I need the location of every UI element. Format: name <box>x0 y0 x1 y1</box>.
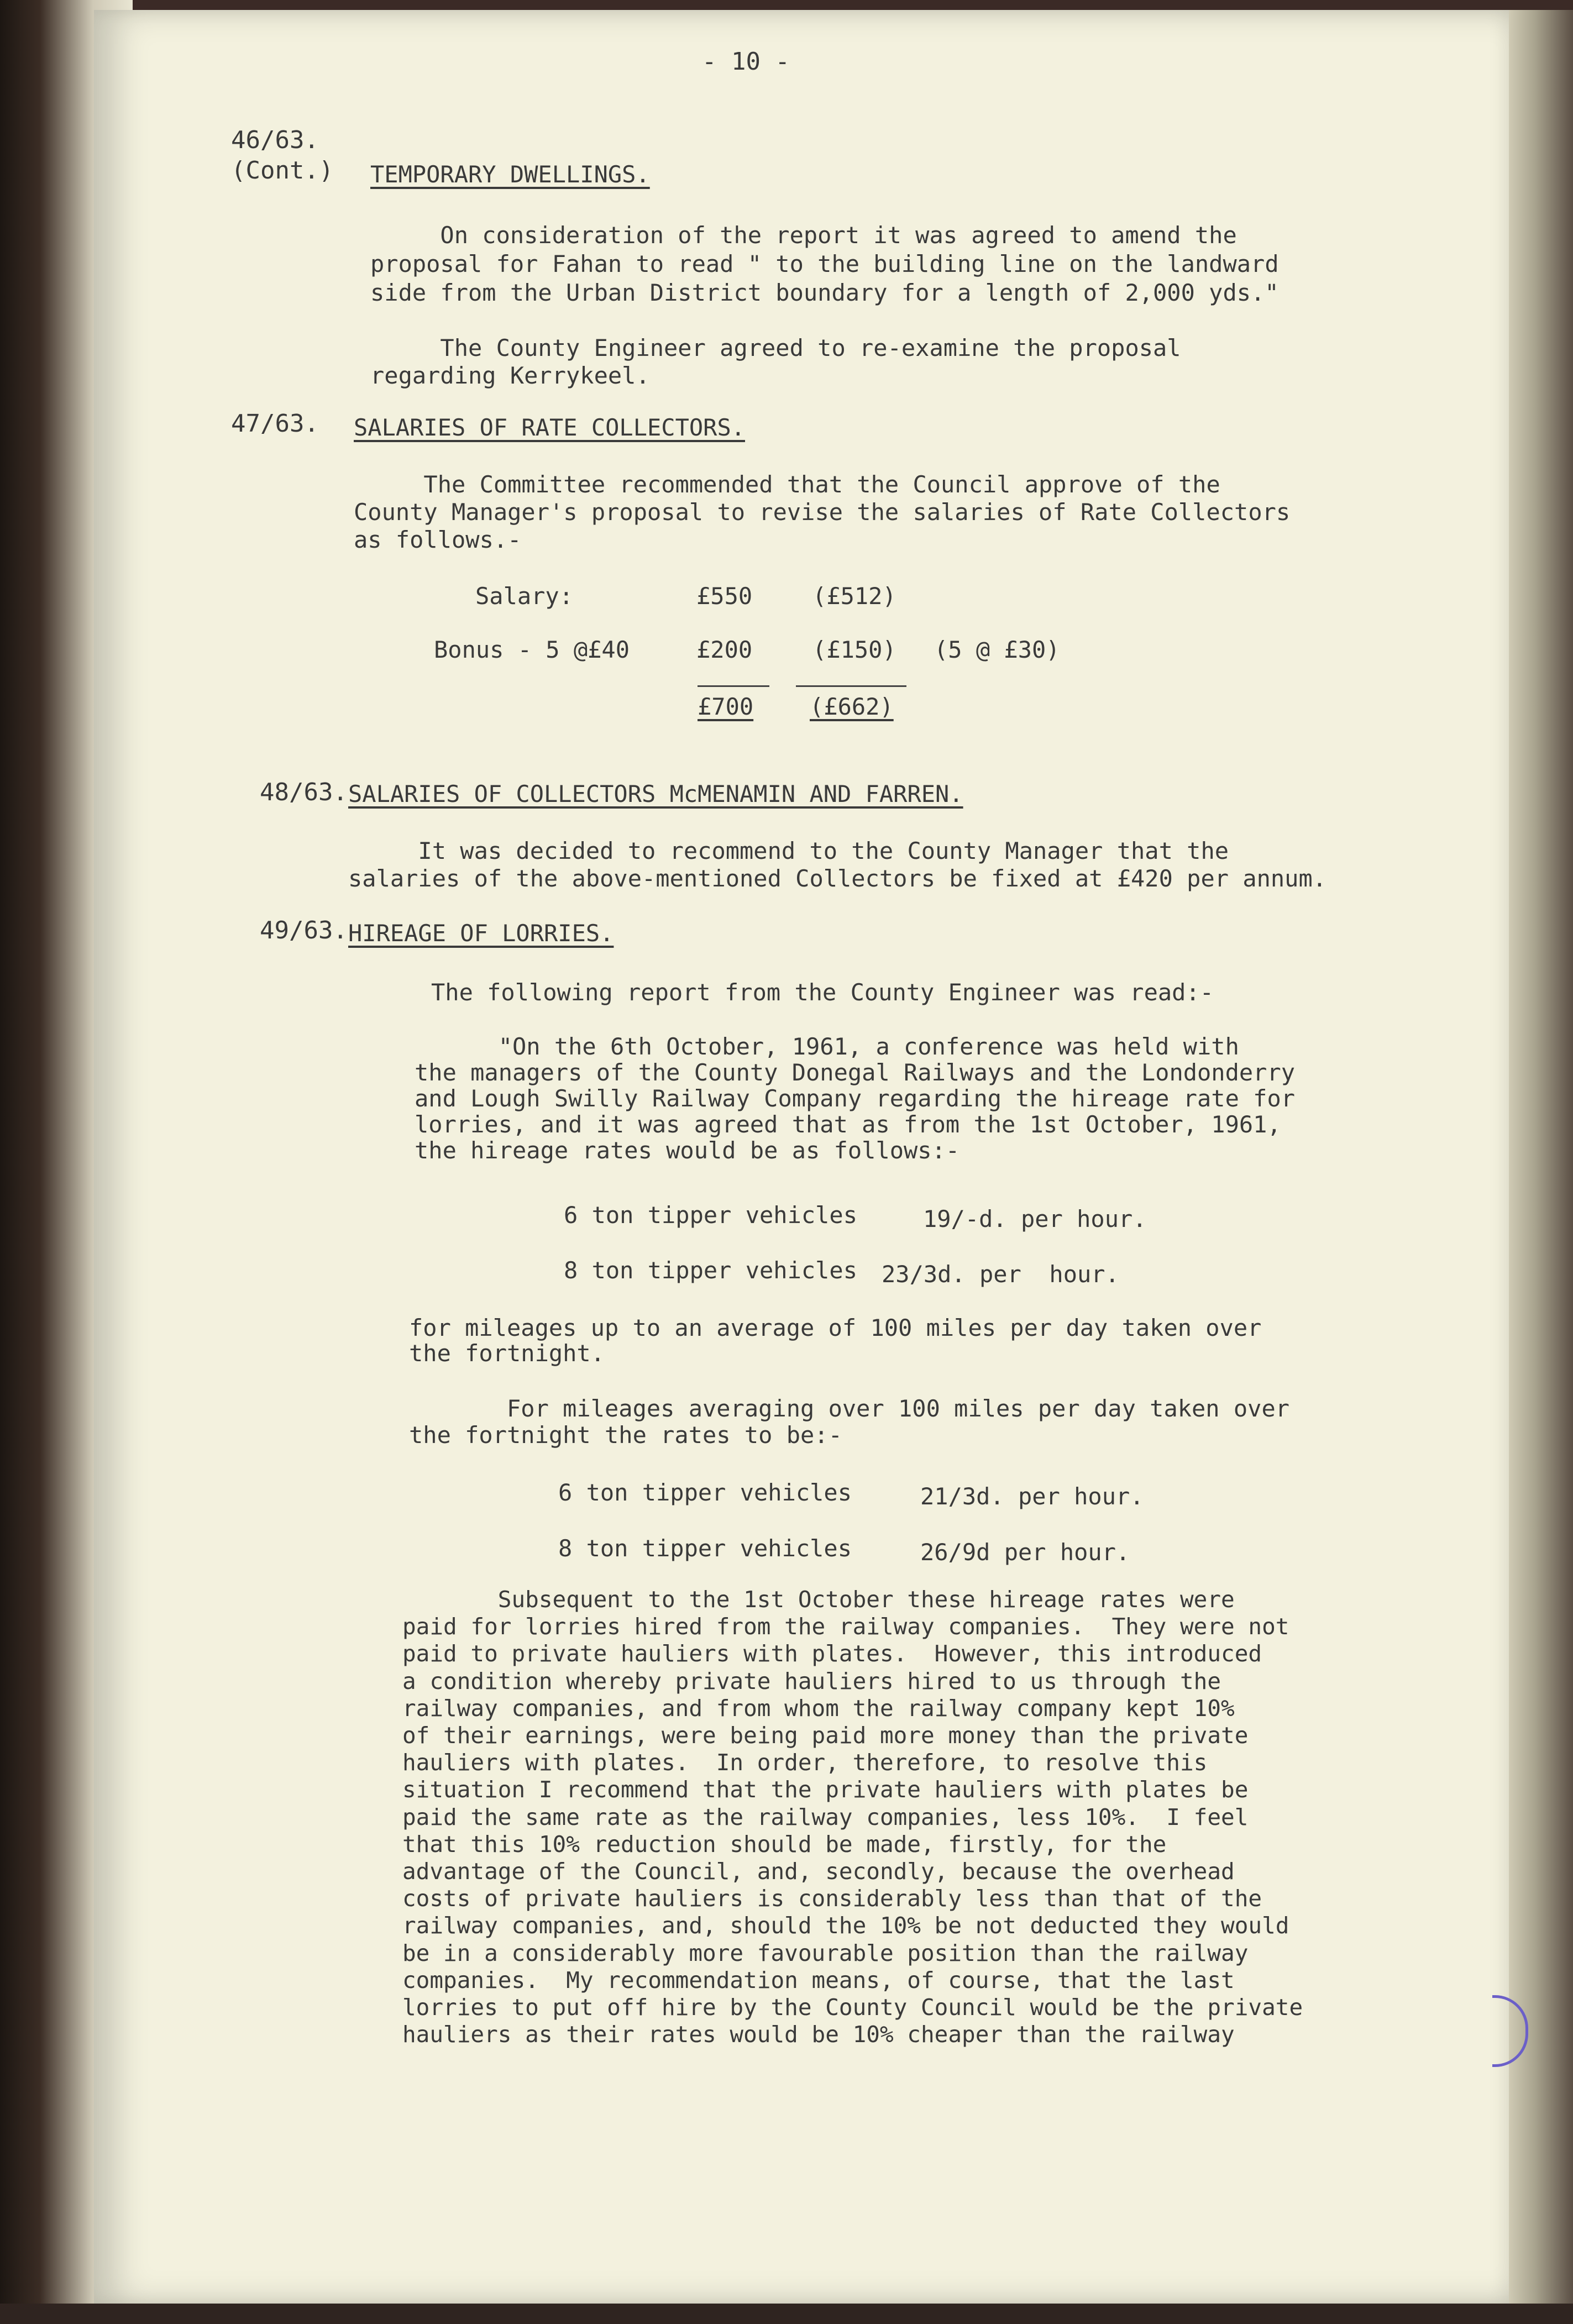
report-paragraph: for mileages up to an average of 100 miles per day taken over the fortnight. <box>409 1314 1262 1367</box>
rate-vehicle: 6 ton tipper vehicles <box>558 1479 852 1506</box>
paragraph: The County Engineer agreed to re-examine the proposal regarding Kerrykeel. <box>370 334 1181 389</box>
rate-vehicle: 8 ton tipper vehicles <box>564 1257 858 1284</box>
rate-value: 26/9d per hour. <box>920 1539 1130 1566</box>
paragraph: On consideration of the report it was agreed to amend the proposal for Fahan to read " to the building line on the landward side from the Urban District boundary for a length of 2,000 yds." <box>370 222 1279 306</box>
rate-vehicle: 6 ton tipper vehicles <box>564 1202 858 1229</box>
sum-rule <box>698 685 769 687</box>
item-heading: HIREAGE OF LORRIES. <box>348 920 614 947</box>
page-number: - 10 - <box>702 48 790 76</box>
paragraph: The Committee recommended that the Council approve of the County Manager's proposal to revise the salaries of Rate Collectors as follows.- <box>354 471 1291 553</box>
bonus-old-rate: (5 @ £30) <box>934 636 1060 663</box>
item-heading: TEMPORARY DWELLINGS. <box>370 161 650 188</box>
item-number: 48/63. <box>260 778 348 806</box>
sum-rule <box>796 685 906 687</box>
report-paragraph: "On the 6th October, 1961, a conference was held with the managers of the County Donegal Railways and the Londonderry and Lough Swilly Railway Company regarding the hireage rate for lorries, and it was agreed that as from the 1st October, 1961, the hireage rates would be as follows:- <box>415 1033 1296 1164</box>
item-heading: SALARIES OF RATE COLLECTORS. <box>354 414 746 441</box>
item-cont-label: (Cont.) <box>231 156 334 185</box>
item-number: 47/63. <box>231 410 319 438</box>
page-edge <box>1509 10 1573 2304</box>
rate-value: 21/3d. per hour. <box>920 1483 1144 1510</box>
item-heading: SALARIES OF COLLECTORS McMENAMIN AND FARREN. <box>348 780 963 807</box>
salary-new: £550 <box>696 583 753 610</box>
scan-top-edge <box>0 0 1573 10</box>
salary-label: Salary: <box>475 583 574 610</box>
bonus-label: Bonus - 5 @£40 <box>434 636 630 663</box>
total-old: (£662) <box>810 693 894 720</box>
total-new: £700 <box>698 693 754 720</box>
item-number: 49/63. <box>260 916 348 945</box>
report-paragraph: Subsequent to the 1st October these hireage rates were paid for lorries hired from the railway companies. They were not paid to private hauliers with plates. However, this introduced a condition whereby private hauliers hired to us through the railway companies, and from whom the railway company kept 10% of their earnings, were being paid more money than the private hauliers with plates. In order, therefore, to resolve this situation I recommend that the private hauliers with plates be paid the same rate as the railway companies, less 10%. I feel that this 10% reduction should be made, firstly, for the advantage of the Council, and, secondly, because the overhead costs of private hauliers is considerably less than that of the railway companies, and, should the 10% be not deducted they would be in a considerably more favourable position than the railway companies. My recommendation means, of course, that the last lorries to put off hire by the County Council would be the private hauliers as their rates would be 10% cheaper than the railway <box>402 1586 1303 2048</box>
rate-vehicle: 8 ton tipper vehicles <box>558 1535 852 1562</box>
scan-bottom-edge <box>0 2304 1573 2324</box>
rate-value: 19/-d. per hour. <box>923 1205 1147 1232</box>
bonus-new: £200 <box>696 636 753 663</box>
rate-value: 23/3d. per hour. <box>882 1261 1119 1288</box>
salary-old: (£512) <box>812 583 896 610</box>
paragraph: It was decided to recommend to the County Manager that the salaries of the above-mentioned Collectors be fixed at £420 per annum. <box>348 837 1327 892</box>
item-number: 46/63. <box>231 126 319 154</box>
bonus-old: (£150) <box>812 636 896 663</box>
report-paragraph: For mileages averaging over 100 miles per day taken over the fortnight the rates to be:- <box>409 1395 1290 1449</box>
paragraph: The following report from the County Engineer was read:- <box>431 979 1214 1006</box>
